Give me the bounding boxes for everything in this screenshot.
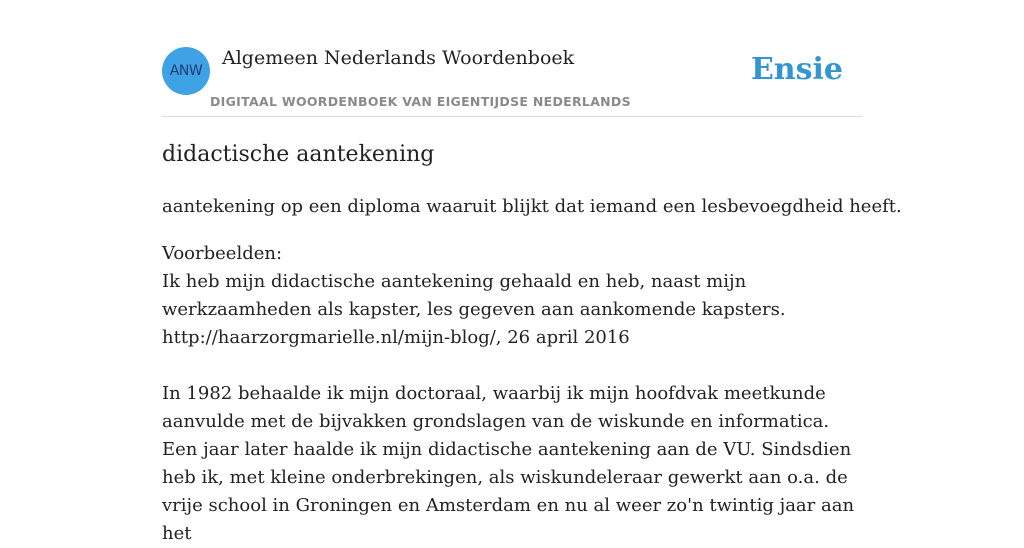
entry-term: didactische aantekening xyxy=(162,142,435,167)
site-header xyxy=(162,46,862,117)
anw-logo[interactable]: ANW xyxy=(162,47,210,95)
example-source: http://haarzorgmarielle.nl/mijn-blog/, 26 april 2016 xyxy=(162,327,630,348)
ensie-brand-link[interactable]: Ensie xyxy=(750,52,843,87)
example-text: In 1982 behaalde ik mijn doctoraal, waarbij ik mijn hoofdvak meetkunde aanvulde met de bijvakken grondslagen van de wiskunde en informatica. Een jaar later haalde ik mijn didactische aantekening aan de VU. Sindsdien heb ik, met kleine onderbrekingen, als wiskundeleraar gewerkt aan o.a. de vrije school in Groningen en Amsterdam en nu al weer zo'n twintig jaar aan het xyxy=(162,383,855,544)
example-text: Ik heb mijn didactische aantekening gehaald en heb, naast mijn werkzaamheden als kapster, les gegeven aan aankomende kapsters. xyxy=(162,271,786,320)
example-item xyxy=(162,268,862,352)
examples-label: Voorbeelden: xyxy=(162,243,283,264)
examples-section xyxy=(162,240,862,548)
entry-definition: aantekening op een diploma waaruit blijkt dat iemand een lesbevoegdheid heeft. xyxy=(162,196,902,217)
site-subtitle: DIGITAAL WOORDENBOEK VAN EIGENTIJDSE NEDERLANDS xyxy=(210,94,631,109)
site-title[interactable]: Algemeen Nederlands Woordenboek xyxy=(222,47,575,69)
example-item xyxy=(162,380,862,548)
entry-content xyxy=(162,140,902,548)
